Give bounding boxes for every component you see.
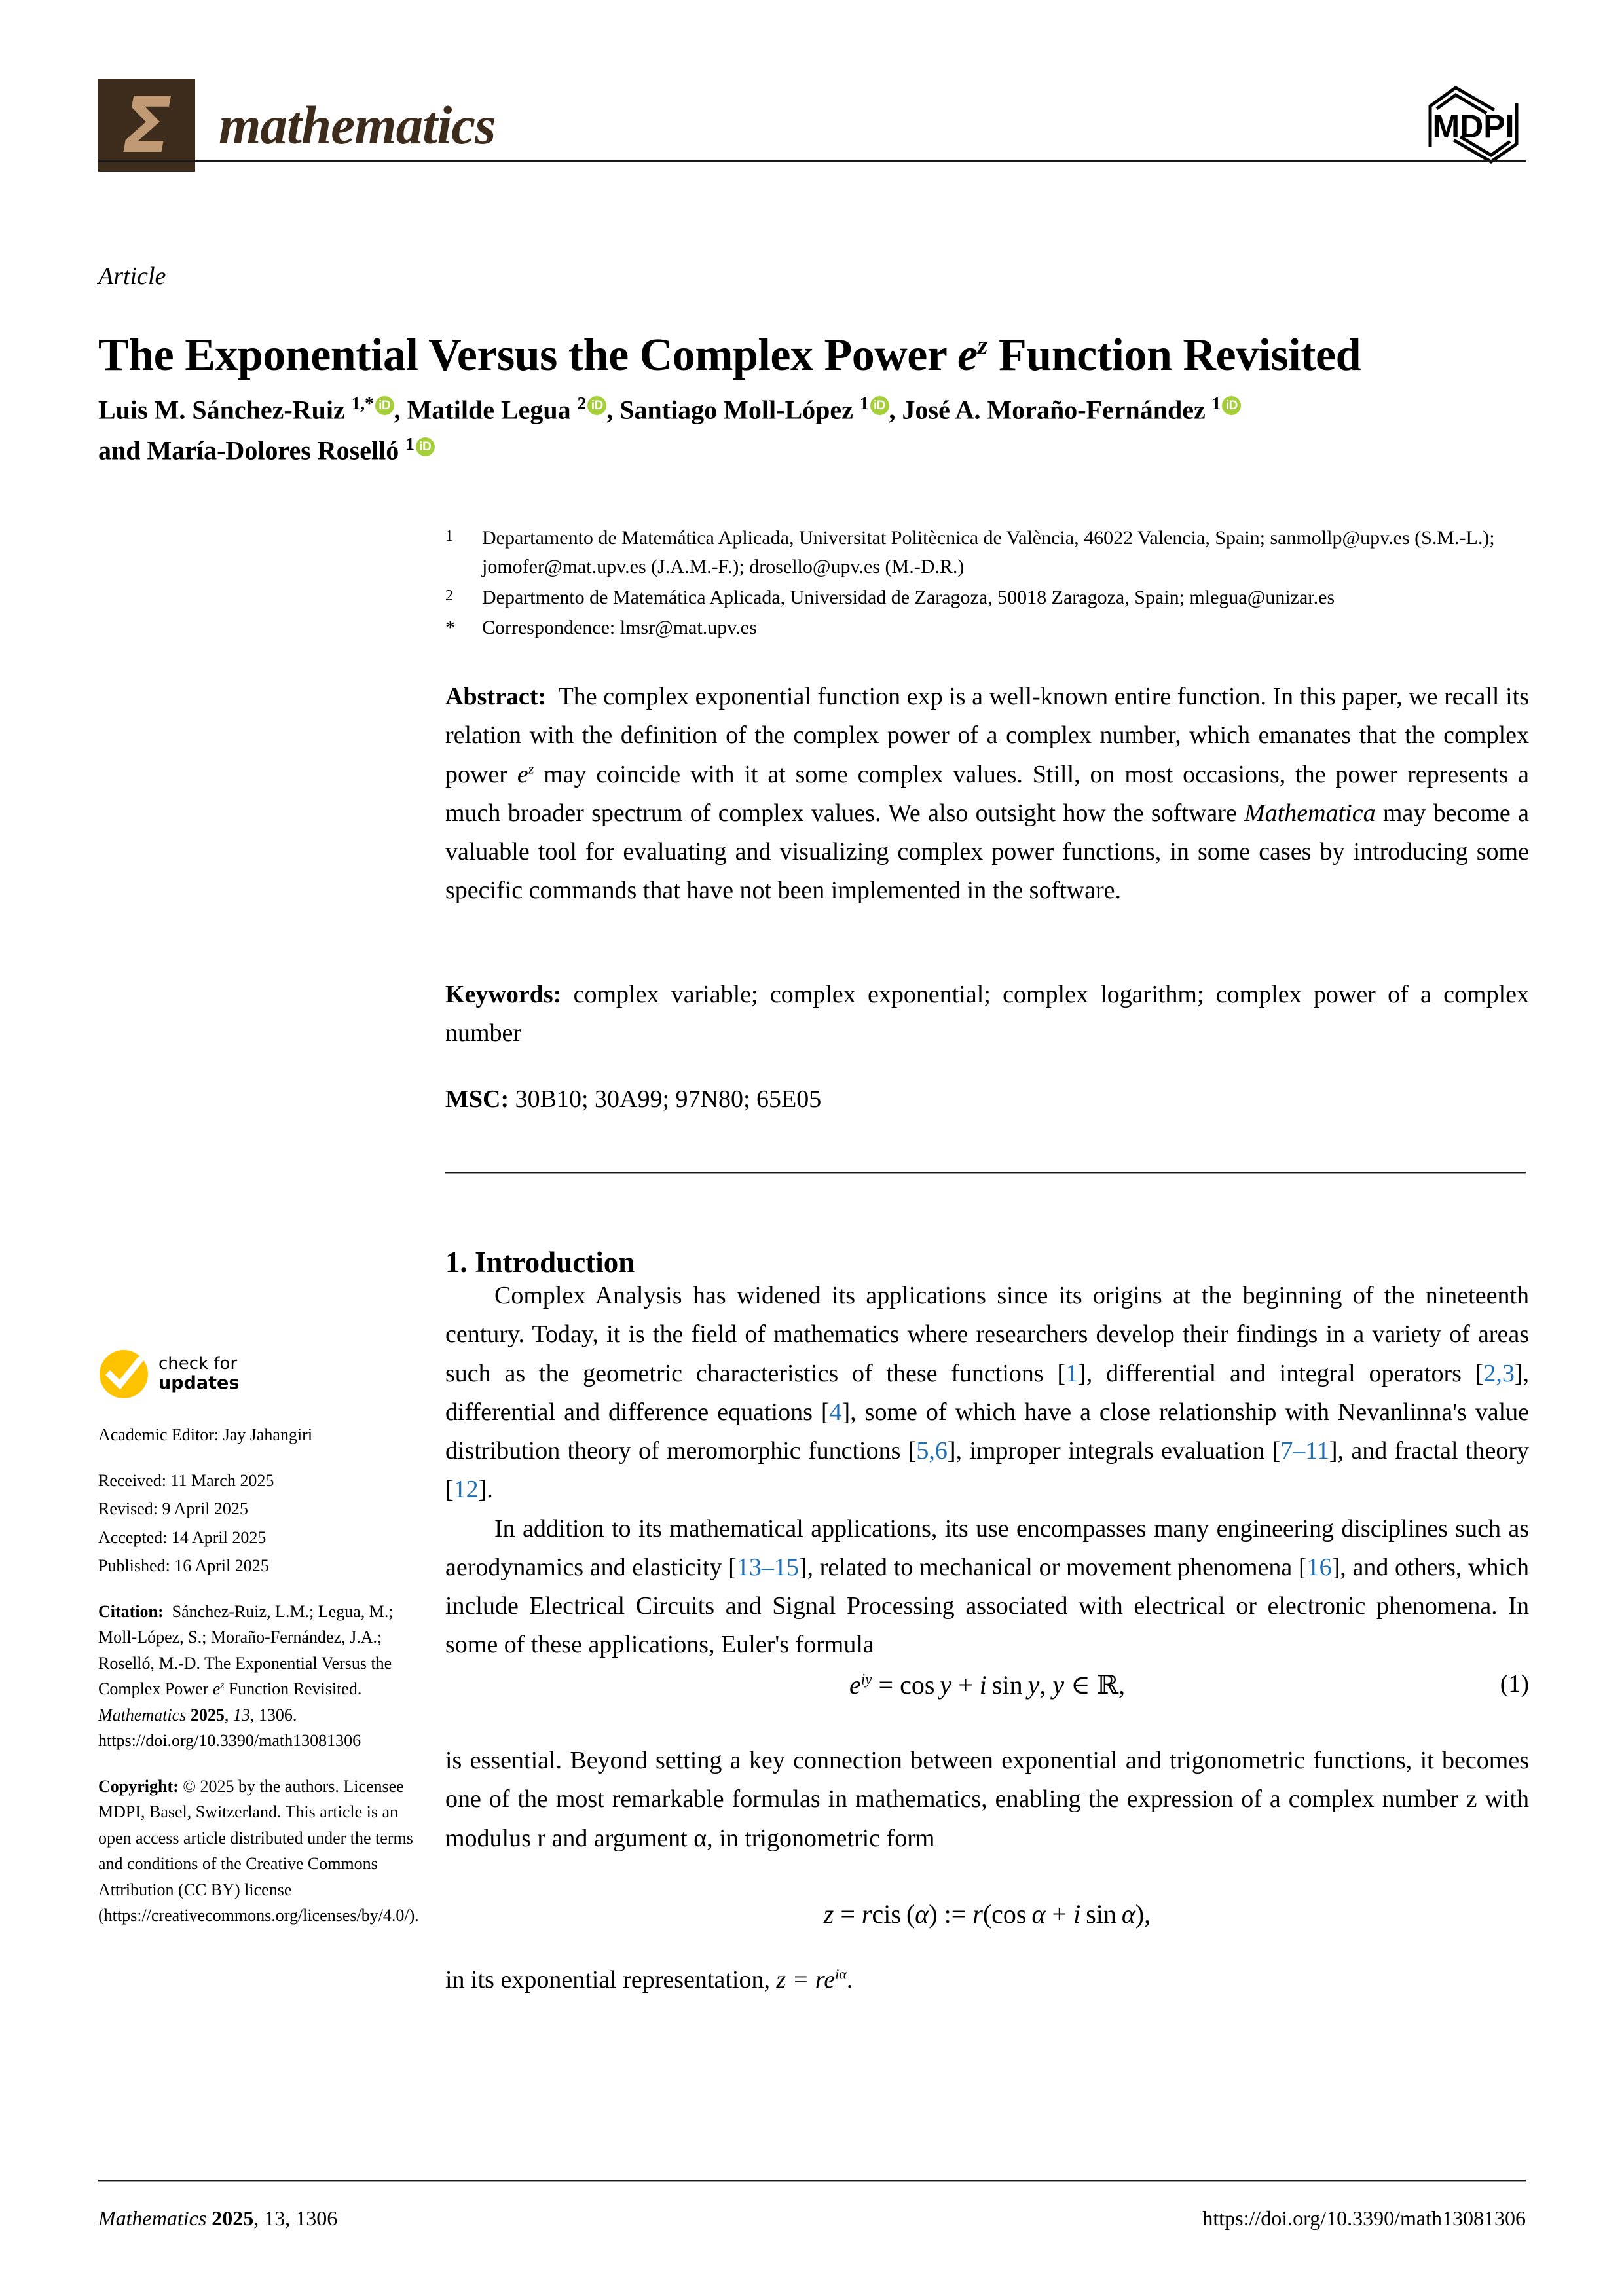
date-received: Received: 11 March 2025 bbox=[98, 1470, 274, 1490]
orcid-icon[interactable]: iD bbox=[1222, 396, 1241, 415]
mdpi-logo-icon bbox=[1421, 84, 1526, 166]
date-accepted: Accepted: 14 April 2025 bbox=[98, 1527, 267, 1547]
author-5: and María-Dolores Roselló bbox=[98, 435, 406, 465]
journal-name: mathematics bbox=[219, 95, 496, 155]
academic-editor: Academic Editor: Jay Jahangiri bbox=[98, 1425, 313, 1444]
affiliations-block bbox=[445, 524, 1526, 644]
para1-c: ], differential and difference equations [ bbox=[445, 1359, 1529, 1426]
para4-a: in its exponential representation, bbox=[445, 1966, 777, 1994]
check-for-updates-label bbox=[158, 1355, 239, 1393]
equation-2-body: z = rcis (α) := r(cos α + i sin α), bbox=[823, 1899, 1151, 1929]
author-4-affil-mark: 1 bbox=[1211, 393, 1221, 413]
affiliation-text: Departamento de Matemática Aplicada, Universitat Politècnica de València, 46022 Valencia, Spain; sanmollp@upv.es (S.M.-L.); jomofer@mat.upv.es (J.A.M.-F.); drosello@upv.es (M.-D.R.) bbox=[482, 527, 1495, 578]
sigma-glyph: Σ bbox=[121, 80, 172, 170]
abstract-text-a: The complex exponential function exp is a well-known entire function. In this paper, we recall its relation with the definition of the complex power of a complex number, which emanates that the complex power bbox=[445, 683, 1529, 788]
orcid-icon[interactable]: iD bbox=[587, 396, 606, 415]
citation-math-exponent: z bbox=[220, 1680, 225, 1691]
header-divider bbox=[98, 160, 1526, 162]
abstract-math-base: e bbox=[517, 760, 528, 788]
section-heading: 1. Introduction bbox=[445, 1246, 635, 1279]
author-1: Luis M. Sánchez-Ruiz bbox=[98, 395, 352, 425]
crossmark-icon bbox=[98, 1349, 149, 1400]
citation-link[interactable]: 12 bbox=[453, 1476, 479, 1504]
author-list bbox=[98, 390, 1532, 471]
citation-link[interactable]: 7–11 bbox=[1280, 1437, 1329, 1465]
copyright-label: Copyright: bbox=[98, 1776, 179, 1796]
cfu-line-1: check for bbox=[158, 1354, 238, 1374]
equation-1 bbox=[445, 1669, 1529, 1700]
para2-a: In addition to its mathematical applications, its use encompasses many engineering disciplines such as aerodynamics and elasticity [ bbox=[445, 1514, 1529, 1581]
affiliation-row bbox=[445, 583, 1526, 612]
author-3: , Santiago Moll-López bbox=[606, 395, 860, 425]
author-2-affil-mark: 2 bbox=[577, 393, 587, 413]
para1-b: ], differential and integral operators [ bbox=[1078, 1359, 1484, 1387]
correspondence-text: Correspondence: lmsr@mat.upv.es bbox=[482, 617, 757, 639]
citation-pages: , 1306. bbox=[249, 1705, 297, 1724]
footer-divider bbox=[98, 2180, 1526, 2182]
abstract-divider bbox=[445, 1172, 1526, 1174]
citation-math-base: e bbox=[212, 1679, 221, 1699]
abstract-text-b: may coincide with it at some complex values. Still, on most occasions, the power represents a much broader spectrum of complex values. We also outsight how the software bbox=[445, 760, 1529, 827]
title-part-2: Function Revisited bbox=[987, 329, 1361, 380]
citation-journal: Mathematics bbox=[98, 1705, 187, 1724]
orcid-icon[interactable]: iD bbox=[375, 396, 394, 415]
check-for-updates-badge[interactable] bbox=[98, 1349, 426, 1400]
affiliation-mark: 1 bbox=[445, 528, 453, 545]
copyright-block bbox=[98, 1774, 426, 1929]
equation-1-number: (1) bbox=[1500, 1670, 1529, 1698]
abstract-math-exponent: z bbox=[528, 759, 534, 776]
author-1-affil-mark: 1,* bbox=[351, 393, 374, 413]
abstract-block bbox=[445, 678, 1529, 911]
abstract-text-c: may become a valuable tool for evaluating and visualizing complex power functions, in some cases by introducing some specific commands that have not been implemented in the software. bbox=[445, 799, 1529, 905]
academic-editor-block bbox=[98, 1422, 426, 1448]
date-revised: Revised: 9 April 2025 bbox=[98, 1499, 248, 1519]
affiliation-text: Departmento de Matemática Aplicada, Universidad de Zaragoza, 50018 Zaragoza, Spain; mlegua@unizar.es bbox=[482, 586, 1335, 608]
citation-volume: 13 bbox=[232, 1705, 250, 1724]
paragraph bbox=[445, 1741, 1529, 1858]
citation-link[interactable]: 5,6 bbox=[916, 1437, 948, 1465]
orcid-icon[interactable]: iD bbox=[416, 437, 435, 456]
page-header bbox=[98, 79, 1526, 170]
footer-doi-link[interactable]: https://doi.org/10.3390/math13081306 bbox=[1202, 2206, 1526, 2230]
citation-link[interactable]: 13–15 bbox=[736, 1553, 799, 1581]
citation-label: Citation: bbox=[98, 1601, 164, 1621]
citation-link[interactable]: 2,3 bbox=[1483, 1359, 1515, 1387]
footer-year: 2025 bbox=[212, 2206, 254, 2230]
msc-label: MSC: bbox=[445, 1085, 509, 1113]
footer-volume-page: , 13, 1306 bbox=[253, 2206, 338, 2230]
intro-paragraphs bbox=[445, 1277, 1529, 1665]
orcid-icon[interactable]: iD bbox=[870, 396, 889, 415]
para4-b: . bbox=[846, 1966, 853, 1994]
cfu-line-2: updates bbox=[158, 1373, 240, 1394]
msc-text: 30B10; 30A99; 97N80; 65E05 bbox=[515, 1085, 822, 1113]
para4-math: z = re bbox=[776, 1966, 836, 1994]
author-2: , Matilde Legua bbox=[394, 395, 578, 425]
para2-b: ], related to mechanical or movement phenomena [ bbox=[798, 1553, 1307, 1581]
title-part-1: The Exponential Versus the Complex Power bbox=[98, 329, 958, 380]
footer-citation bbox=[98, 2206, 337, 2231]
para1-e: ], improper integrals evaluation [ bbox=[947, 1437, 1281, 1465]
affiliation-row bbox=[445, 613, 1526, 642]
para1-g: ]. bbox=[478, 1476, 493, 1504]
para4-math-sup: iα bbox=[835, 1965, 847, 1982]
paragraph bbox=[445, 1277, 1529, 1510]
article-type-kicker: Article bbox=[98, 263, 166, 290]
page-title bbox=[98, 329, 1532, 383]
para1-d: ], some of which have a close relationship with Nevanlinna's value distribution theory of meromorphic functions [ bbox=[445, 1398, 1530, 1465]
date-published: Published: 16 April 2025 bbox=[98, 1556, 269, 1576]
citation-link[interactable]: 16 bbox=[1306, 1553, 1332, 1581]
affiliation-row bbox=[445, 524, 1526, 582]
para1-a: Complex Analysis has widened its applications since its origins at the beginning of the nineteenth century. Today, it is the field of mathematics where researchers develop their findings in a variety of areas such as the geometric characteristics of these functions [ bbox=[445, 1282, 1529, 1387]
citation-doi-link[interactable]: https://doi.org/10.3390/math13081306 bbox=[98, 1731, 361, 1751]
publication-dates-block bbox=[98, 1468, 426, 1579]
citation-year: 2025 bbox=[190, 1705, 225, 1724]
paragraph bbox=[445, 1510, 1529, 1665]
correspondence-mark: * bbox=[445, 617, 455, 639]
software-name: Mathematica bbox=[1244, 799, 1376, 827]
citation-authors-title: Sánchez-Ruiz, L.M.; Legua, M.; Moll-López, S.; Moraño-Fernández, J.A.; Roselló, M.-D. The Exponential Versus the Complex Power bbox=[98, 1601, 394, 1699]
title-math-exponent: z bbox=[977, 330, 988, 360]
keywords-block bbox=[445, 975, 1529, 1053]
title-math-base: e bbox=[957, 329, 978, 380]
equation-2 bbox=[445, 1899, 1529, 1929]
paragraph bbox=[445, 1961, 1529, 1999]
para3: is essential. Beyond setting a key connection between exponential and trigonometric functions, it becomes one of the most remarkable formulas in mathematics, enabling the expression of a complex number z with modulus r and argument α, in trigonometric form bbox=[445, 1747, 1529, 1852]
citation-link[interactable]: 4 bbox=[829, 1398, 842, 1426]
footer-journal: Mathematics bbox=[98, 2206, 207, 2230]
svg-text:MDPI: MDPI bbox=[1432, 108, 1515, 145]
sigma-logo-icon bbox=[98, 79, 195, 172]
copyright-text: © 2025 by the authors. Licensee MDPI, Basel, Switzerland. This article is an open access article distributed under the terms and conditions of the Creative Commons Attribution (CC BY) license (https://creativecommons.org/licenses/by/4.0/). bbox=[98, 1776, 419, 1925]
keywords-text: complex variable; complex exponential; complex logarithm; complex power of a complex number bbox=[445, 981, 1529, 1048]
citation-link[interactable]: 1 bbox=[1065, 1359, 1079, 1387]
para2-c: ], and others, which include Electrical Circuits and Signal Processing associated with electrical or electronic phenomena. In some of these applications, Euler's formula bbox=[445, 1553, 1529, 1659]
author-5-affil-mark: 1 bbox=[405, 434, 415, 454]
abstract-label: Abstract: bbox=[445, 683, 547, 710]
author-3-affil-mark: 1 bbox=[859, 393, 869, 413]
equation-1-body: $e^{iy} = \cos y + i$ sin y, y ∈ ℝ, bbox=[849, 1670, 1125, 1700]
keywords-label: Keywords: bbox=[445, 981, 562, 1008]
journal-branding bbox=[98, 79, 495, 172]
affiliation-mark: 2 bbox=[445, 587, 453, 604]
citation-block: Citation: Sánchez-Ruiz, L.M.; Legua, M.; Moll-López, S.; Moraño-Fernández, J.A.; Roselló, M.-D. The Exponential Versus the Complex Power $e^z$ Function Revisited. Mathematics 2025, 13, 1306. https://doi.org/10.3390/math13081306 bbox=[98, 1601, 394, 1751]
citation-title-tail: Function Revisited. bbox=[224, 1679, 362, 1699]
article-metadata-sidebar bbox=[98, 1349, 426, 1948]
para1-f: ], and fractal theory [ bbox=[445, 1437, 1529, 1504]
msc-block bbox=[445, 1080, 1529, 1119]
author-4: , José A. Moraño-Fernández bbox=[889, 395, 1212, 425]
